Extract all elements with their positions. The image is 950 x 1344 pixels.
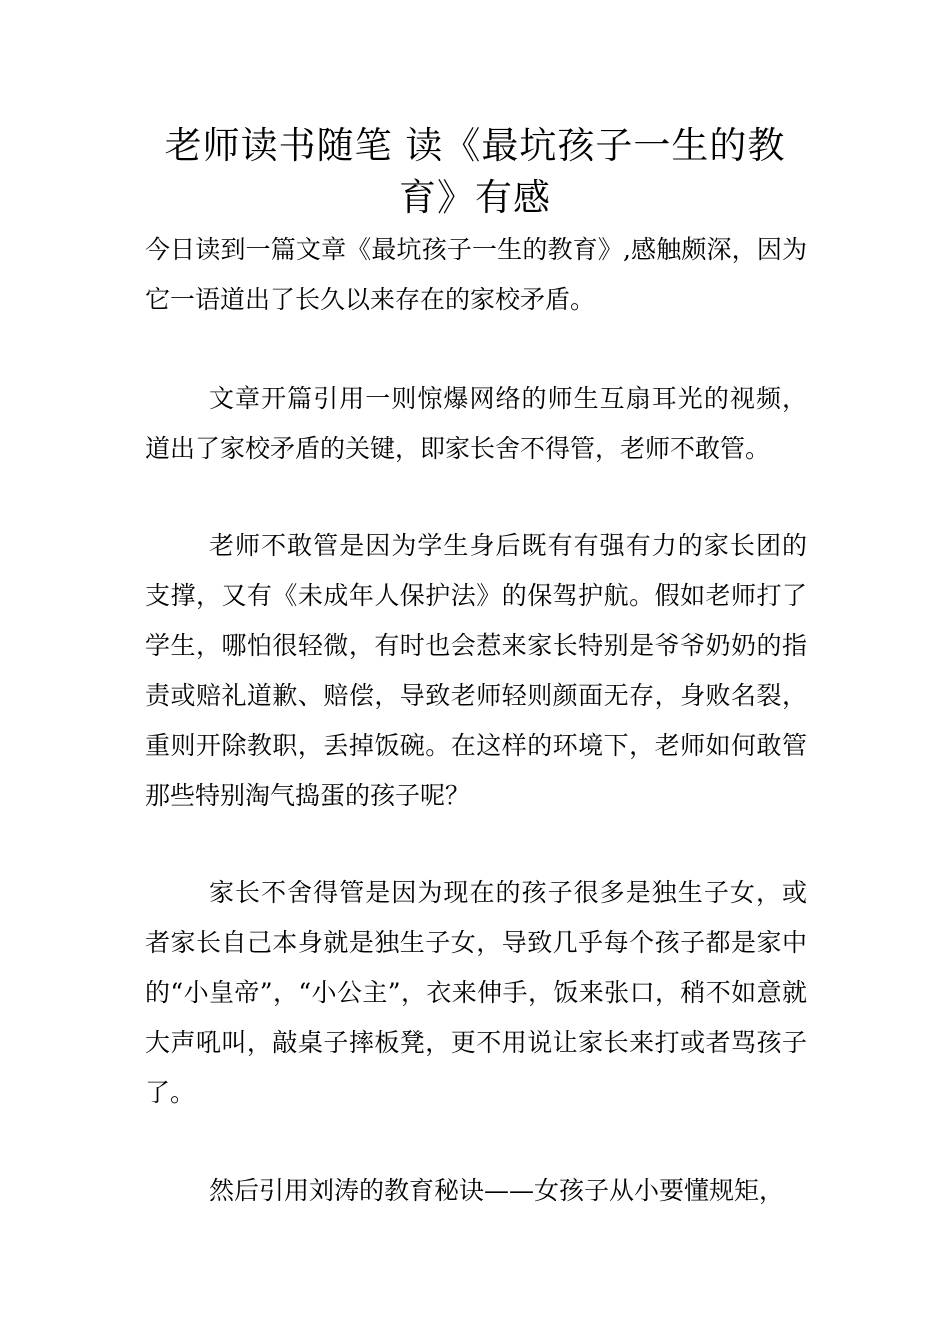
paragraph-parents: 家长不舍得管是因为现在的孩子很多是独生子女，或者家长自己本身就是独生子女，导致几乎每个孩子都是家中的“小皇帝”，“小公主”，衣来伸手，饭来张口，稍不如意就大声吼叫，敲桌子摔板凳，更不用说让家长来打或者骂孩子了。 bbox=[145, 878, 807, 1107]
document-title: 老师读书随笔 读《最坑孩子一生的教育》有感 bbox=[164, 124, 786, 219]
paragraph-teachers: 老师不敢管是因为学生身后既有有强有力的家长团的支撑，又有《未成年人保护法》的保驾护航。假如老师打了学生，哪怕很轻微，有时也会惹来家长特别是爷爷奶奶的指责或赔礼道歉、赔偿，导致老师轻则颜面无存，身败名裂，重则开除教职，丢掉饭碗。在这样的环境下，老师如何敢管那些特别淘气捣蛋的孩子呢？ bbox=[145, 531, 807, 810]
paragraph-video: 文章开篇引用一则惊爆网络的师生互扇耳光的视频，道出了家校矛盾的关键，即家长舍不得管，老师不敢管。 bbox=[145, 384, 807, 463]
paragraph-liutao: 然后引用刘涛的教育秘诀——女孩子从小要懂规矩， bbox=[209, 1176, 785, 1205]
paragraph-intro: 今日读到一篇文章《最坑孩子一生的教育》,感触颇深，因为它一语道出了长久以来存在的家校矛盾。 bbox=[145, 235, 807, 314]
